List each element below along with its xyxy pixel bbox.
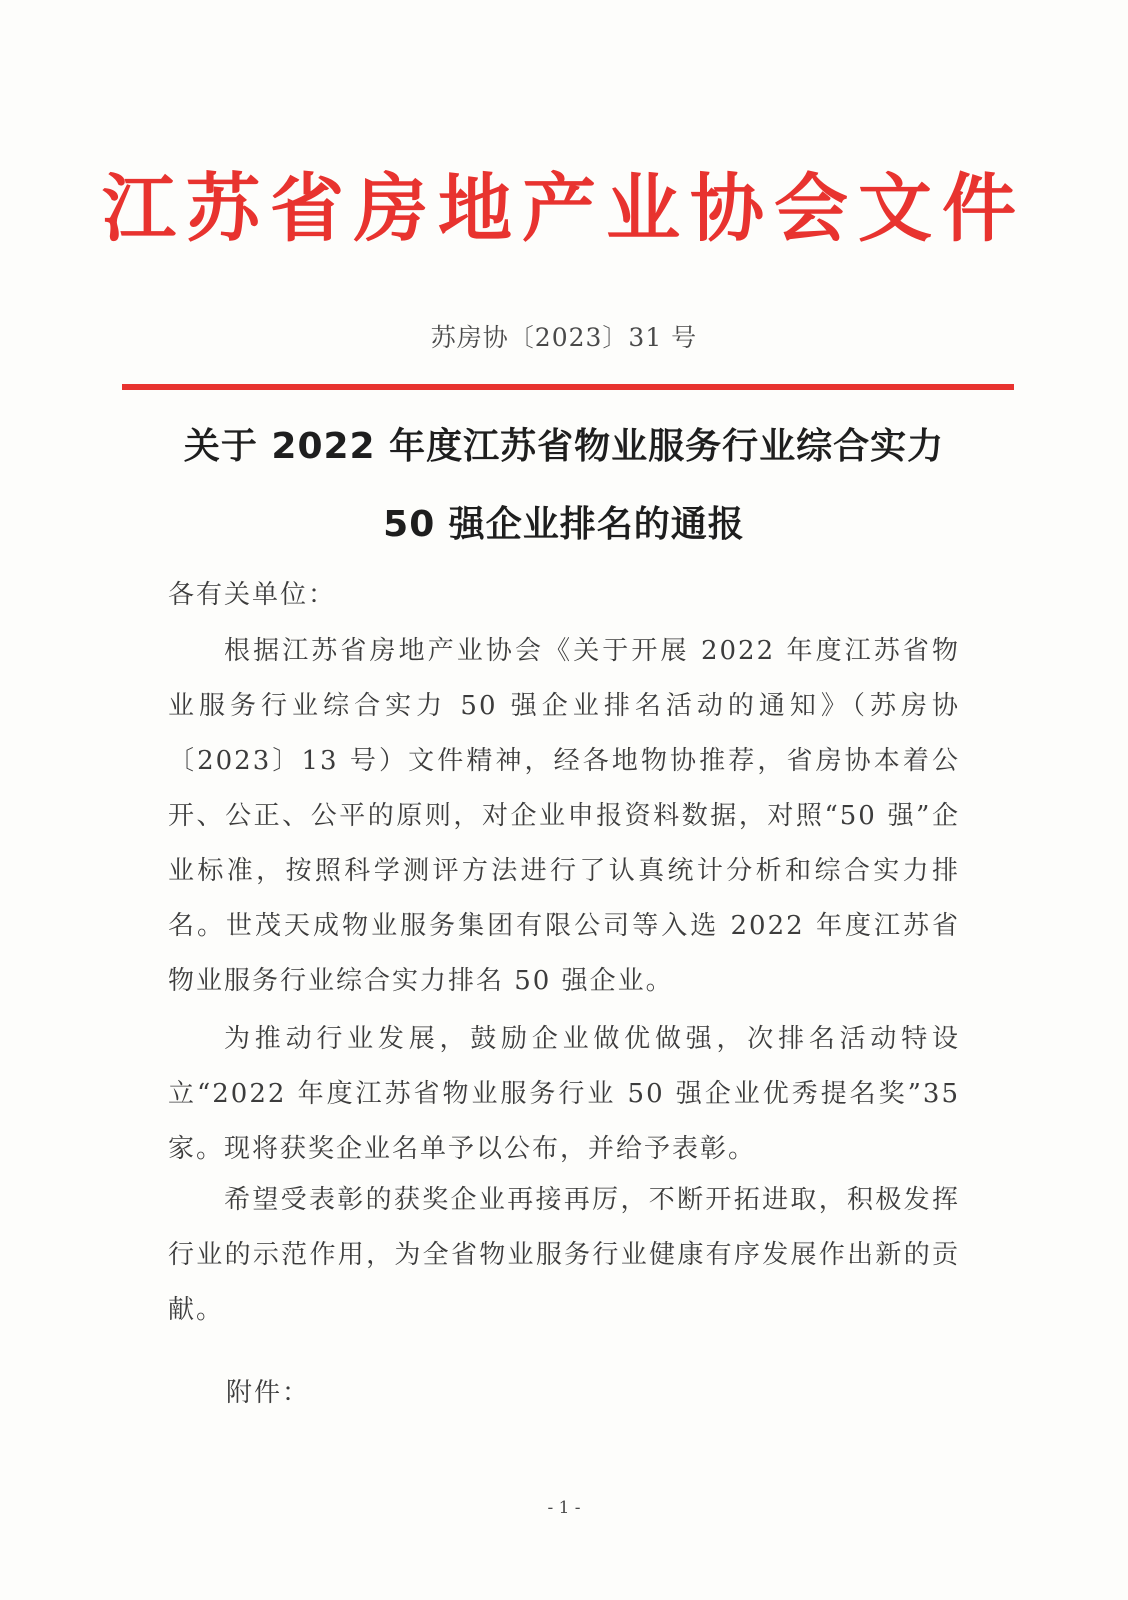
notice-title-line-1: 关于 2022 年度江苏省物业服务行业综合实力 [183, 426, 945, 467]
header-red-divider [122, 384, 1014, 390]
notice-title-line-2: 50 强企业排名的通报 [383, 504, 745, 545]
document-number: 苏房协〔2023〕31 号 [430, 323, 698, 352]
body-paragraph-1: 根据江苏省房地产业协会《关于开展 2022 年度江苏省物业服务行业综合实力 50 强企业排名活动的通知》（苏房协〔2023〕13 号）文件精神，经各地物协推荐，省房协本着公开、公正、公平的原则，对企业申报资料数据，对照“50 强”企业标准，按照科学测评方法进行了认真统计分析和综合实力排名。世茂天成物业服务集团有限公司等入选 2022 年度江苏省物业服务行业综合实力排名 50 强企业。 [168, 636, 960, 996]
attachment-label: 附件： [226, 1378, 311, 1408]
body-paragraph-3: 希望受表彰的获奖企业再接再厉，不断开拓进取，积极发挥行业的示范作用，为全省物业服务行业健康有序发展作出新的贡献。 [168, 1185, 960, 1325]
document-header-title: 江苏省房地产业协会文件 [102, 166, 1026, 252]
page-number: - 1 - [547, 1498, 581, 1518]
salutation: 各有关单位： [168, 580, 337, 610]
body-paragraph-2: 为推动行业发展，鼓励企业做优做强，次排名活动特设立“2022 年度江苏省物业服务行业 50 强企业优秀提名奖”35 家。现将获奖企业名单予以公布，并给予表彰。 [168, 1024, 960, 1164]
